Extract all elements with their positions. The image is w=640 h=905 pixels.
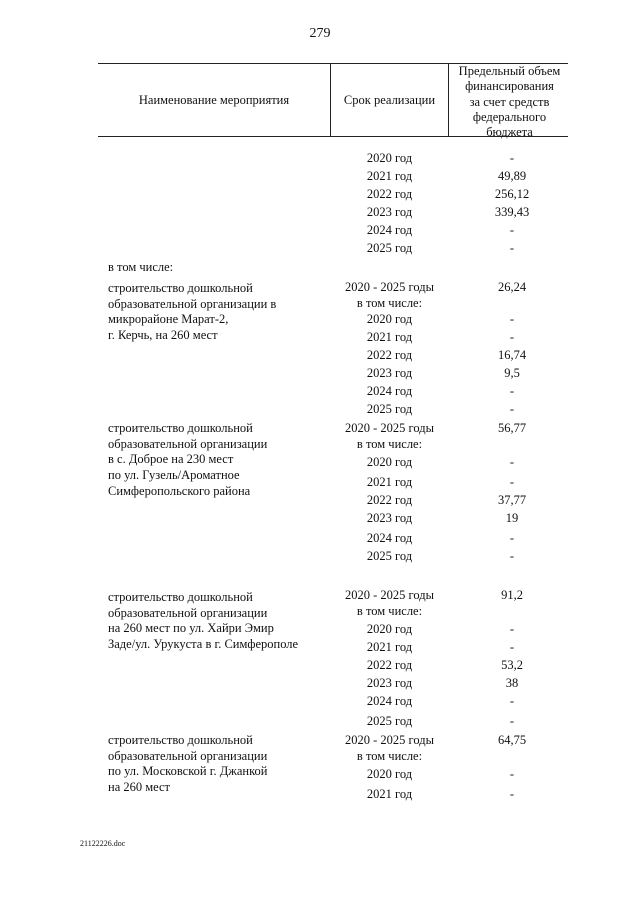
- amount-cell: -: [509, 402, 515, 416]
- table-row: [0, 151, 640, 169]
- column-header-amount-line: бюджета: [486, 125, 533, 140]
- measure-description-line: строительство дошкольной: [108, 733, 253, 747]
- term-cell: 2023 год: [366, 676, 413, 690]
- amount-cell: -: [509, 767, 515, 781]
- amount-cell: 26,24: [497, 280, 527, 294]
- term-cell: 2023 год: [366, 205, 413, 219]
- amount-cell: 38: [505, 676, 519, 690]
- term-cell: в том числе:: [356, 604, 423, 618]
- amount-cell: -: [509, 714, 515, 728]
- table-row: [0, 366, 640, 384]
- term-cell: 2020 - 2025 годы: [344, 588, 434, 602]
- amount-cell: 56,77: [497, 421, 527, 435]
- table-row: [0, 714, 640, 732]
- term-cell: 2020 - 2025 годы: [344, 733, 434, 747]
- term-cell: 2020 год: [366, 312, 413, 326]
- term-cell: 2021 год: [366, 640, 413, 654]
- table-row: [0, 604, 640, 622]
- amount-cell: 91,2: [501, 588, 523, 602]
- amount-cell: 64,75: [497, 733, 527, 747]
- measure-description-line: образовательной организации: [108, 748, 268, 763]
- term-cell: 2021 год: [366, 475, 413, 489]
- table-row: [0, 549, 640, 567]
- table-row: [0, 330, 640, 348]
- table-row: [0, 749, 640, 767]
- measure-description-line: строительство дошкольной: [108, 590, 253, 604]
- column-header-amount: [449, 64, 570, 140]
- table-row: [0, 511, 640, 529]
- table-row: [0, 205, 640, 223]
- table-row: [0, 223, 640, 241]
- table-row: [0, 402, 640, 420]
- term-cell: 2025 год: [366, 549, 413, 563]
- measure-description-line: строительство дошкольной: [108, 421, 253, 435]
- column-header-amount-line: финансирования: [465, 79, 554, 94]
- measure-description-line: Заде/ул. Урукуста в г. Симферополе: [108, 637, 299, 652]
- section-label: в том числе:: [108, 260, 174, 274]
- amount-cell: 16,74: [497, 348, 527, 362]
- table-row: [0, 312, 640, 330]
- document-filename: 21122226.doc: [80, 839, 126, 848]
- term-cell: 2024 год: [366, 531, 413, 545]
- table-row: [0, 384, 640, 402]
- term-cell: 2022 год: [366, 658, 413, 672]
- amount-cell: -: [509, 384, 515, 398]
- term-cell: 2020 год: [366, 455, 413, 469]
- column-header-amount-line: Предельный объем: [458, 64, 561, 78]
- table-row: [0, 169, 640, 187]
- table-row: [0, 348, 640, 366]
- term-cell: 2022 год: [366, 187, 413, 201]
- measure-description-line: на 260 мест: [108, 780, 171, 795]
- term-cell: 2020 год: [366, 151, 413, 165]
- column-header-amount-line: федерального: [472, 109, 547, 124]
- measure-description-line: образовательной организации: [108, 605, 268, 620]
- measure-description-line: образовательной организации: [108, 436, 268, 451]
- amount-cell: -: [509, 640, 515, 654]
- term-cell: 2020 - 2025 годы: [344, 280, 434, 294]
- table-row: [0, 694, 640, 712]
- table-row: [0, 676, 640, 694]
- term-cell: 2020 год: [366, 622, 413, 636]
- amount-cell: -: [509, 223, 515, 237]
- measure-description-line: строительство дошкольной: [108, 281, 253, 295]
- measure-description-line: по ул. Московской г. Джанкой: [108, 764, 268, 779]
- amount-cell: -: [509, 455, 515, 469]
- term-cell: в том числе:: [356, 749, 423, 763]
- column-header-name: Наименование мероприятия: [138, 93, 290, 107]
- measure-description-line: по ул. Гузель/Ароматное: [108, 468, 240, 483]
- amount-cell: -: [509, 622, 515, 636]
- amount-cell: -: [509, 312, 515, 326]
- amount-cell: 49,89: [497, 169, 527, 183]
- table-row: [0, 493, 640, 511]
- table-row: [0, 622, 640, 640]
- term-cell: 2024 год: [366, 223, 413, 237]
- term-cell: 2021 год: [366, 787, 413, 801]
- term-cell: 2021 год: [366, 169, 413, 183]
- term-cell: 2020 год: [366, 767, 413, 781]
- term-cell: 2021 год: [366, 330, 413, 344]
- amount-cell: -: [509, 549, 515, 563]
- term-cell: 2023 год: [366, 511, 413, 525]
- measure-description-line: образовательной организации в: [108, 296, 277, 311]
- measure-description-line: в с. Доброе на 230 мест: [108, 452, 234, 467]
- term-cell: 2020 - 2025 годы: [344, 421, 434, 435]
- table-row: [0, 658, 640, 676]
- page-number: 279: [309, 26, 331, 41]
- term-cell: 2023 год: [366, 366, 413, 380]
- table-row: [0, 767, 640, 785]
- amount-cell: 53,2: [501, 658, 523, 672]
- term-cell: 2022 год: [366, 348, 413, 362]
- table-row: [0, 187, 640, 205]
- amount-cell: 37,77: [497, 493, 527, 507]
- term-cell: в том числе:: [356, 437, 423, 451]
- measure-description-line: микрорайоне Марат-2,: [108, 312, 229, 327]
- table-row: [0, 787, 640, 805]
- amount-cell: -: [509, 787, 515, 801]
- amount-cell: -: [509, 475, 515, 489]
- table-row: [0, 241, 640, 259]
- amount-cell: -: [509, 330, 515, 344]
- amount-cell: 339,43: [494, 205, 530, 219]
- table-row: [0, 475, 640, 493]
- term-cell: 2024 год: [366, 694, 413, 708]
- term-cell: 2022 год: [366, 493, 413, 507]
- measure-description-line: Симферопольского района: [108, 483, 251, 498]
- amount-cell: 19: [505, 511, 519, 525]
- term-cell: в том числе:: [356, 296, 423, 310]
- table-row: [0, 640, 640, 658]
- measure-description-line: на 260 мест по ул. Хайри Эмир: [108, 621, 274, 636]
- amount-cell: -: [509, 151, 515, 165]
- term-cell: 2024 год: [366, 384, 413, 398]
- measure-description-line: г. Керчь, на 260 мест: [108, 328, 218, 343]
- term-cell: 2025 год: [366, 241, 413, 255]
- term-cell: 2025 год: [366, 402, 413, 416]
- column-header-term: Срок реализации: [343, 93, 436, 107]
- amount-cell: -: [509, 241, 515, 255]
- amount-cell: -: [509, 694, 515, 708]
- amount-cell: 256,12: [494, 187, 530, 201]
- table-row: [0, 531, 640, 549]
- amount-cell: 9,5: [504, 366, 520, 380]
- table-row: [0, 437, 640, 455]
- amount-cell: -: [509, 531, 515, 545]
- table-row: [0, 455, 640, 473]
- column-header-amount-line: за счет средств: [469, 94, 550, 109]
- term-cell: 2025 год: [366, 714, 413, 728]
